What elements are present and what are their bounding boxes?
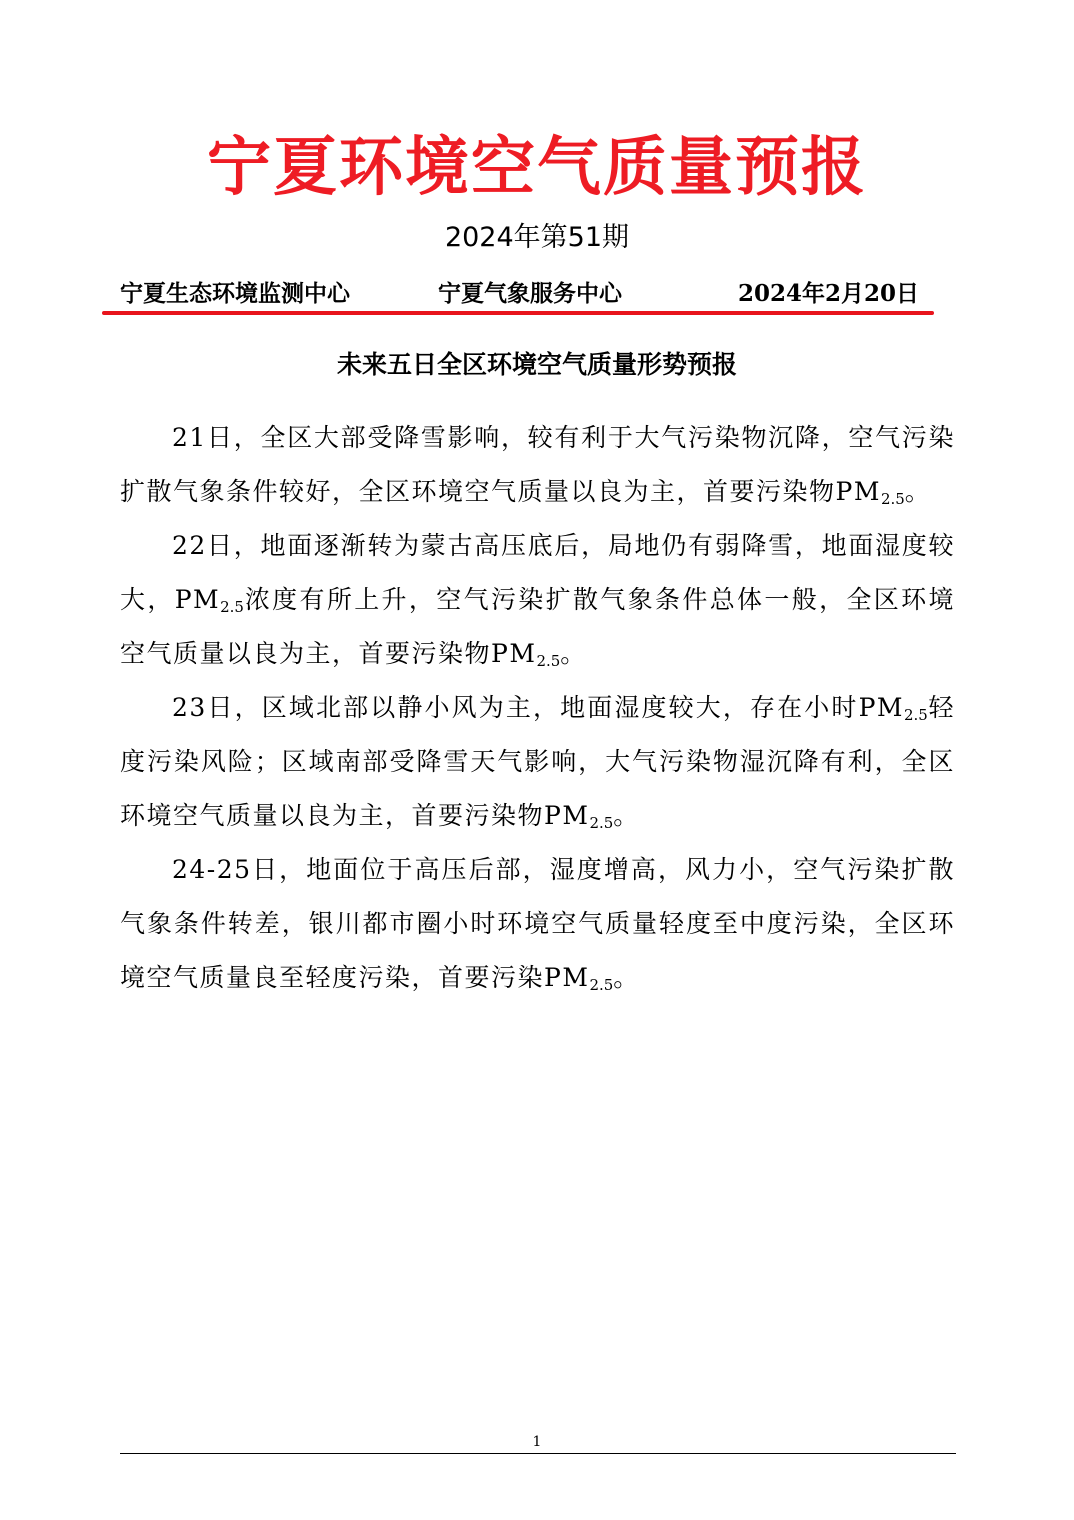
page-number: 1 bbox=[532, 1434, 542, 1450]
masthead-title: 宁夏环境空气质量预报 bbox=[207, 130, 867, 205]
pollutant-name: $PM_{2.5}$ bbox=[858, 693, 928, 724]
forecast-paragraph-day-21: 21日，全区大部受降雪影响，较有利于大气污染物沉降，空气污染扩散气象条件较好，全区环境空气质量以良为主，首要污染物$PM_{2.5}$。 bbox=[120, 423, 955, 508]
pollutant-name: $PM_{2.5}$ bbox=[174, 585, 244, 616]
forecast-paragraph-day-22: 22日，地面逐渐转为蒙古高压底后，局地仍有弱降雪，地面湿度较大，$PM_{2.5}$浓度有所上升，空气污染扩散气象条件总体一般，全区环境空气质量以良为主，首要污染物$PM_{2.5}$。 bbox=[120, 531, 955, 670]
pollutant-name: $PM_{2.5}$ bbox=[491, 639, 561, 670]
forecast-body bbox=[120, 411, 955, 1005]
masthead-red-rule bbox=[102, 311, 934, 315]
section-title: 未来五日全区环境空气质量形势预报 bbox=[336, 350, 737, 379]
issuer-meteorological-center: 宁夏气象服务中心 bbox=[438, 280, 622, 307]
issuer-monitoring-center: 宁夏生态环境监测中心 bbox=[120, 280, 350, 307]
pollutant-name: $PM_{2.5}$ bbox=[835, 477, 905, 508]
footer-rule bbox=[120, 1453, 956, 1454]
forecast-paragraph-day-24-25: 24-25日，地面位于高压后部，湿度增高，风力小，空气污染扩散气象条件转差，银川都市圈小时环境空气质量轻度至中度污染，全区环境空气质量良至轻度污染，首要污染$PM_{2.5}$。 bbox=[120, 855, 955, 994]
forecast-paragraph-day-23: 23日，区域北部以静小风为主，地面湿度较大，存在小时$PM_{2.5}$轻度污染风险；区域南部受降雪天气影响，大气污染物湿沉降有利，全区环境空气质量以良为主，首要污染物$PM_{2.5}$。 bbox=[120, 693, 955, 832]
pollutant-name: $PM_{2.5}$ bbox=[544, 963, 614, 994]
pollutant-name: $PM_{2.5}$ bbox=[544, 801, 614, 832]
issue-date: 2024年2月20日 bbox=[738, 280, 920, 307]
issue-number: 2024年第51期 bbox=[444, 222, 630, 253]
